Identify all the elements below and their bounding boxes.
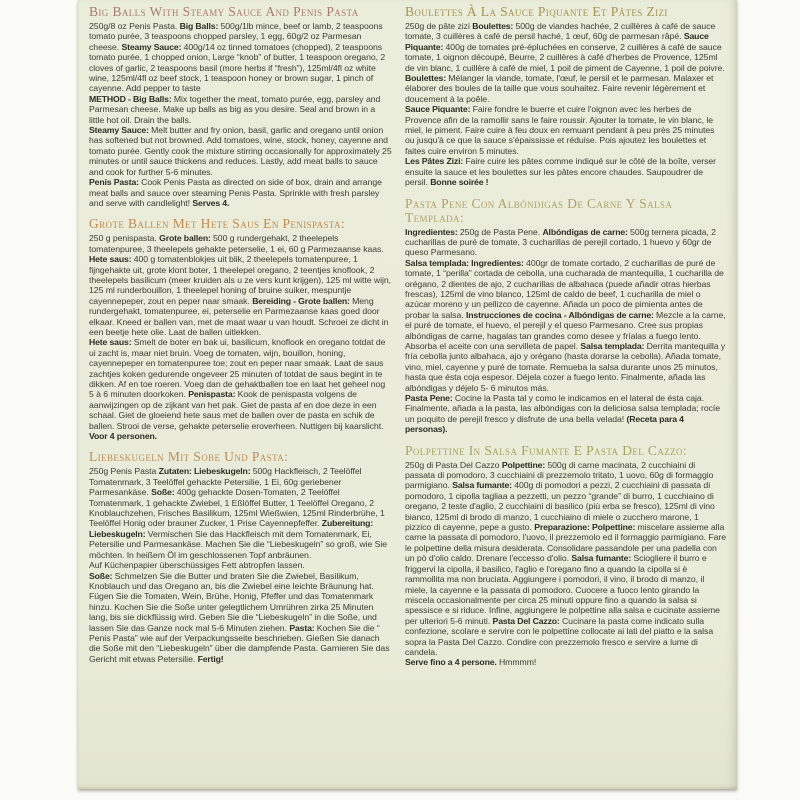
bold-text-run: Sauce Piquante: [405, 104, 473, 115]
text-run: 250g de pâte zizi [405, 21, 473, 31]
bold-text-run: Grote ballen: [159, 233, 214, 244]
bold-text-run: Voor 4 personen. [89, 431, 157, 442]
bold-text-run: Serves 4. [192, 197, 230, 208]
text-run: 250g/8 oz Penis Pasta. [89, 21, 180, 31]
bold-text-run: Salsa fumante: [571, 553, 634, 564]
text-run: Meng rundergehakt, tomatenpuree, ei, peterselie en Parmezaanse kaas goed door elkaar. Kneed er ballen van, met de maat waar u van houdt. Schroei ze dicht in een beetje hete olie. Laat de ballen uitlekken. [89, 295, 389, 337]
bold-text-run: Boulettes: [472, 21, 516, 31]
bold-text-run: Pasta Pene: [405, 393, 455, 403]
bold-text-run: Penis Pasta: [89, 177, 142, 188]
left-column [89, 5, 392, 789]
bold-text-run: Ingredientes: [405, 226, 460, 237]
text-run: 500g di carne macinata, 2 cucchiaini di passata di pomodoro, 3 cucchiaini di prezzemolo tritato, 1 uovo, 60g di formaggio parmigiano. [405, 459, 714, 491]
paragraph [405, 227, 726, 258]
bold-text-run: Salsa templada: Ingredientes: [405, 257, 527, 268]
paragraph [405, 393, 726, 435]
section-english [89, 5, 392, 208]
text-run: Kochen Sie die “ Penis Pasta” wie auf der Verpackungsseite beschrieben. Gießen Sie danach die Soße mit den “Liebeskugeln” über die dampfende Pasta. Garnieren Sie das Gericht mit etwas Petersilie. [89, 622, 390, 664]
text-run: Derrita mantequilla y fría cebolla junto albahaca, ajo y orégano (hasta dorarse la cebolla). Añada tomate, vino, miel, cayenne y puré de tomate. Remueba la salsa durante unos 25 minutos, hasta que ésta coja espesor. Déjela cozer a fuego lento. Finalmente, añada las albóndigas y déjelo 5- 6 minutos más. [405, 340, 726, 393]
paragraph [89, 560, 392, 570]
paragraph [405, 258, 726, 393]
paragraph [405, 156, 726, 187]
text-run: Cocine la Pasta tal y como le indicamos en el lateral de ésta caja. Finalmente, añada a la pasta, las albóndigas con la deliciosa salsa templada; rocíe un poquito de perejil fresco y disfrute de una bella velada! [405, 393, 721, 424]
bold-text-run: Penispasta: [188, 389, 238, 400]
text-run: Vermischen Sie das Hackfleisch mit dem Tomatenmark, Ei, Petersilie und Parmesankäse. Machen Sie die “Liebeskugeln” so groß, wie Sie möchten. In heißem Öl im geschlossenen Topf anbräunen. [89, 528, 388, 560]
bold-text-run: Sauce Piquante: [405, 31, 709, 52]
section-header-dutch: Grote Ballen Met Hete Saus En Penispasta: [89, 216, 346, 232]
bold-text-run: Hete saus: [89, 254, 134, 265]
paragraph [89, 125, 392, 177]
right-column [405, 5, 726, 789]
bold-text-run: Boulettes: [405, 73, 449, 84]
paragraph [89, 21, 392, 94]
section-italian [405, 444, 726, 668]
text-run: Smelt de boter en bak ui, basilicum, knoflook en oregano totdat de ui zacht is, maar niet bruin. Voeg de tomaten, wijn, bouillon, honing, cayennepeper en tomatenpuree toe; zout en peper naar smaak. Laat de saus zachtjes koken gedurende ongeveer 25 minuten of totdat de saus begint in te dikken. Af en toe roeren. Voeg dan de gehaktballen toe en laat het geheel nog 5 à 6 minuten doorkoken. [89, 337, 386, 400]
paragraph [89, 233, 392, 337]
paragraph [405, 21, 726, 104]
section-header-italian: Polpettine In Salsa Fumante E Pasta Del Cazzo: [405, 442, 688, 458]
text-run: 400 g tomatenblokjes uit blik, 2 theelepels tomatenpuree, 1 fijngehakte uit, grote klont boter, 1 theelepel oregano, 2 teentjes knoflook, 2 theelepels basilicum (meer kruiden als u ze vers kunt krijgen), 125 ml witte wijn, 125 ml runderbouillon, 1 theelepel honing of bruine suiker, mespuntje cayennepeper, zout en peper naar smaak. [89, 254, 392, 306]
text-run: Sciogliere il burro e friggervi la cipolla, il basilico, l'aglio e l'oregano fino a quando la cipolla si è rammollita ma non bruciata. Aggiungere i pomodori, il vino, il brodo di manzo, il miele, la cayenne e la passata di pomodoro. Cuocere a fuoco lento girando la miscela occasionalmente per circa 25 minuti oppure fino a quando la salsa si spessisce e si riduce. Infine, aggiungere le polpettine alla salsa e cucinate assieme per ulteriori 5-6 minuti. [405, 553, 720, 626]
text-run: Hmmmm! [498, 657, 537, 668]
bold-text-run: Hete saus: [89, 337, 134, 348]
section-header-english: Big Balls With Steamy Sauce And Penis Pasta [89, 4, 359, 19]
text-run: 250 g penispasta. [89, 233, 160, 244]
text-run: 400g di pomodori a pezzi, 2 cucchiaini di passata di pomodoro, 1 cipolla tagliaa a pezzetti, un pezzo “grande” di burro, 1 cucchiaino di oregano, 2 teste d'aglio, 2 cucchiaini di basilico (più erba se fresco), 125ml di vino bianco, 125ml di brodo di manzo, 1 cucchiaino di miele o zucchero marone, 1 pizzico di cayenne, pepe a gusto. [405, 480, 715, 533]
bold-text-run: Serve fino a 4 persone. [405, 657, 499, 668]
paragraph [89, 94, 392, 125]
recipe-panel [78, 0, 737, 789]
paragraph [89, 177, 392, 208]
section-french [405, 5, 726, 188]
text-run: 500g de viandes hachée, 2 cuillères à café de sauce tomate, 3 cuillères à café de persil haché, 1 œuf, 60g de parmesan râpé. [405, 21, 716, 42]
bold-text-run: Salsa templada: [580, 340, 647, 351]
paragraph [405, 104, 726, 156]
bold-text-run: Zutaten: Liebeskugeln: [158, 466, 253, 477]
text-run: 250g di Pasta Del Cazzo [405, 459, 502, 470]
bold-text-run: Polpettine: [501, 459, 548, 470]
text-run: Auf Küchenpapier überschüssiges Fett abtropfen lassen. [89, 560, 305, 571]
text-run: Mélanger la viande, tomate, l'œuf, le persil et le parmesan. Malaxer et élaborer des boules de la taille que vous souhaitez. Faire revenir légèrement et doucement à la poêle. [405, 73, 714, 104]
text-run: 500 g rundergehakt, 2 theelepels tomatenpuree, 3 theelepels gehakte peterselie, 1 ei, 60 g Parmezaanse kaas. [89, 233, 384, 254]
text-run: 400g de tomates pré-épluchées en conserve, 2 cuillères à café de sauce tomate, 1 oignon découpé, Beurre, 2 cuillères à café d'herbes de Provence, 125ml de vin blanc, 1 cuillère à café de miel, 1 poil de piment de Cayenne, 1 poil de poivre. [405, 41, 725, 73]
bold-text-run: Bonne soirée ! [430, 177, 489, 188]
section-header-spanish: Pasta Pene Con Albóndigas De Carne Y Salsa Templada: [405, 195, 673, 225]
paragraph [89, 466, 392, 560]
section-header-french: Boulettes À La Sauce Piquante Et Pâtes Zizi [405, 4, 668, 19]
bold-text-run: Fertig! [197, 653, 224, 664]
text-run: Faire cuire les pâtes comme indiqué sur le côté de la boîte, verser ensuite la sauce et les boulettes sur les pâtes encore chaudes. Saupoudrer de persil. [405, 156, 717, 188]
bold-text-run: Preparazione: Polpettine: [534, 522, 638, 533]
bold-text-run: Big Balls: [179, 21, 221, 31]
bold-text-run: Instrucciones de cocina - Albóndigas de carne: [465, 309, 657, 320]
text-run: Mix together the meat, tomato purée, egg, parsley and Parmesan cheese. Make up balls as big as you desire. Seal and brown in a little hot oil. Drain the balls. [89, 93, 381, 125]
text-run: 500g/1lb mince, beef or lamb, 2 teaspoons tomato purée, 3 teaspoons chopped parsley, 1 egg, 60g/2 oz Parmesan cheese. [89, 21, 383, 52]
bold-text-run: METHOD - Big Balls: [89, 93, 174, 104]
text-run: 250g de Pasta Pene. [459, 226, 543, 237]
bold-text-run: Salsa fumante: [452, 480, 515, 491]
text-run: Faire fondre le buerre et cuire l'oignon avec les herbes de Provence afin de la ramollir sans le faire roussir. Ajouter la tomate, le vin blanc, le miel, le piment. Faire cuire à feu doux en remuant pendant à peu près 25 minutes ou jusqu'à ce que la sauce s'épaississe et réduise. Pois ajoutez les boulettes et faites cuire environ 5 minutes. [405, 104, 715, 156]
bold-text-run: (Receta para 4 personas). [405, 413, 684, 435]
section-dutch [89, 217, 392, 441]
paragraph [405, 460, 726, 658]
bold-text-run: Pasta: [289, 622, 317, 633]
text-run: Cucinare la pasta come indicato sulla confezione, scolare e servire con le polpettine collocate ai lati del piatto e la salsa sopra la Pasta Del Cazzo. Condire con prezzemolo fresco e servire a lume di candela. [405, 615, 714, 657]
text-run: 500g ternera picada, 2 cucharillas de puré de tomate, 3 cucharillas de perejil cortado, 1 huevo y 60gr de queso Parmesano. [405, 226, 716, 258]
text-run: Cook Penis Pasta as directed on side of box, drain and arrange meat balls and sauce over steaming Penis Pasta. Sprinkle with fresh parsley and serve with candlelight! [89, 177, 382, 208]
bold-text-run: Bereiding - Grote ballen: [252, 295, 353, 306]
text-run: Schmelzen Sie die Butter und braten Sie die Zwiebel, Basilikum, Knoblauch und das Oregano an, bis die Zwiebel eine leichte Bräunung hat. Fügen Sie die Tomaten, Wein, Brühe, Honig, Pfeffer und das Tomatenmark hinzu. Kochen Sie die Soße unter gelegtlichem Umrühren zirka 25 Minuten lang, bis sie dickflüssig wird. Geben Sie die “Liebeskugeln” in die Soße, und lassen Sie das Ganze nock mal 5-6 Minuten ziehen. [89, 570, 377, 633]
text-run: Mezcle a la carne, el puré de tomate, el huevo, el perejil y el queso Parmesano. Cree sus propias albóndigas de carne, hagalas tan grandes como desee y fríalas a fuego lento. Absorba el aceite con una servilleta de papel. [405, 309, 726, 351]
bold-text-run: Soße: [151, 487, 177, 498]
bold-text-run: Steamy Sauce: [89, 125, 152, 136]
bold-text-run: Soße: [89, 570, 115, 581]
bold-text-run: Les Pâtes Zizi: [405, 156, 466, 167]
section-spanish [405, 197, 726, 435]
text-run: miscelare assieme alla carne la passata di pomodoro, l'uovo, il prezzemolo ed il formaggio parmigiano. Fare le polpettine della misura desiderata. Consolidare passandole per una padella con un pò d'olio caldo. Drenare l'eccesso d'olio. [405, 522, 726, 564]
bold-text-run: Zubereitung: Liebeskugeln: [89, 518, 374, 539]
paragraph [405, 657, 726, 667]
text-run: 400g/14 oz tinned tomatoes (chopped), 2 teaspoons tomato purée, 1 chopped onion, Large “knob” of butter, 1 teaspoon oregano, 2 cloves of garlic, 2 teaspoons basil (more herbs if “fresh”), 125ml/4fl oz white wine, 125ml/4fl oz beef stock, 1 teaspoon honey or brown sugar, 1 pinch of cayenne. Add pepper to taste [89, 41, 386, 94]
section-german [89, 450, 392, 664]
text-run: 400gr de tomate cortado, 2 cucharillas de puré de tomate, 1 “perilla” cortada de cebolla, una cucharada de mantequilla, 1 cucharilla de orégano, 2 dientes de ajo, 2 cucharillas de albahaca (puede añadir otras hierbas frescas), 125ml de vino blanco, 125ml de caldo de beef, 1 cucharilla de miel o azúcar moreno y un pellizco de cayenne. Añada un poco de pimienta antes de probar la salsa. [405, 257, 724, 320]
text-run: Melt butter and fry onion, basil, garlic and oregano until onion has softened but not browned. Add tomatoes, wine, stock, honey, cayenne and tomato purée. Gently cook the mixture stirring occasionally for approximately 25 minutes or until sauce thickens and reduces. Lastly, add meat balls to sauce and cook for further 5-6 minutes. [89, 125, 392, 177]
paragraph [89, 337, 392, 441]
bold-text-run: Albóndigas de carne: [542, 226, 631, 237]
paragraph [89, 571, 392, 665]
section-header-german: Liebeskugeln Mit Sobe Und Pasta: [89, 449, 289, 465]
bold-text-run: Steamy Sauce: [121, 41, 184, 52]
text-run: 500g Hackfleisch, 2 Teelöffel Tomatenmark, 3 Teelöffel gehackte Petersilie, 1 Ei, 60g geriebener Parmesankäse. [89, 466, 362, 498]
text-run: 400g gehackte Dosen-Tomaten, 2 Teelöffel Tomatenmark, 1 gehackte Zwiebel, 1 Eßlöffel Butter, 1 Teelöffel Oregano, 2 Knoblauchzehen, Frisches Basilikum, 125ml Wießwien, 125ml Rinderbrühe, 1 Teelöffel Honig oder brauner Zucker, 1 Prise Cayennepfeffer. [89, 487, 385, 529]
text-run: 250g Penis Pasta [89, 466, 159, 477]
bold-text-run: Pasta Del Cazzo: [492, 615, 562, 626]
text-run: Kook de penispasta volgens de aanwijzingen op de zijkant van het pak. Giet de pasta af en doe deze in een schaal. Giet de gloeiend hete saus met de ballen over de pasta en schik de ballen. Strooi de verse, gehakte peterselie eroverheen. Nuttigen bij kaarslicht. [89, 389, 384, 431]
